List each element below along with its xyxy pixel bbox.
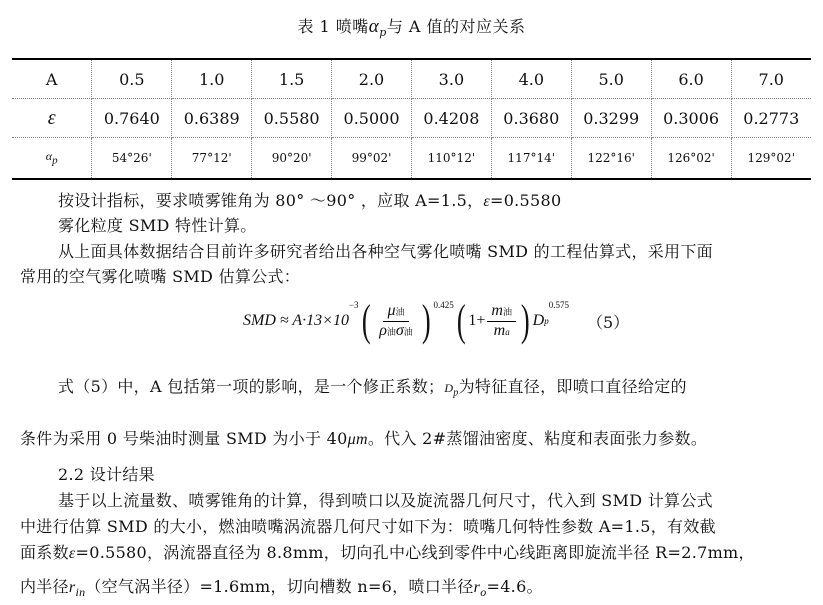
table-cell: 54°26' bbox=[92, 138, 172, 180]
m-symbol: m bbox=[493, 321, 506, 339]
paragraph-line: 常用的空气雾化喷嘴 SMD 估算公式： bbox=[20, 267, 301, 286]
table-cell: 77°12' bbox=[172, 138, 252, 180]
paragraph-line: 中进行估算 SMD 的大小，燃油喷嘴涡流器几何尺寸如下为：喷嘴几何特性参数 A=1.5，有效截 bbox=[20, 517, 716, 536]
table-cell: 6.0 bbox=[651, 59, 731, 99]
table-cell: 129°02' bbox=[731, 138, 811, 180]
unit-symbol: μm bbox=[347, 431, 368, 448]
fraction-denominator bbox=[490, 322, 514, 341]
left-paren: ( bbox=[456, 296, 466, 345]
epsilon-symbol: ε bbox=[68, 545, 76, 562]
formula-lhs: SMD ≈ A·13×10 bbox=[243, 312, 349, 329]
caption-sub: p bbox=[379, 26, 387, 40]
alpha-symbol: α bbox=[45, 149, 53, 164]
paragraph-line: 基于以上流量数、喷雾锥角的计算，得到喷口以及旋流器几何尺寸，代入到 SMD 计算公式 bbox=[58, 491, 713, 510]
r-symbol: r bbox=[68, 579, 76, 596]
alpha-sub: p bbox=[52, 154, 58, 167]
paragraph-line bbox=[20, 426, 707, 449]
paragraph-line bbox=[20, 540, 755, 563]
smd-formula bbox=[243, 293, 629, 349]
table-cell: 110°12' bbox=[411, 138, 491, 180]
table-cell: 3.0 bbox=[411, 59, 491, 99]
text-span: 式（5）中，A 包括第一项的影响，是一个修正系数； bbox=[58, 377, 445, 396]
table-cell: 7.0 bbox=[731, 59, 811, 99]
subscript: 油 bbox=[395, 306, 405, 317]
formula-exp: −3 bbox=[348, 300, 359, 310]
table-cell: 1.0 bbox=[172, 59, 252, 99]
text-span: =0.5580，涡流器直径为 8.8mm，切向孔中心线到零件中心线距离即旋流半径 R=2.7mm， bbox=[75, 543, 755, 562]
table-cell: 1.5 bbox=[252, 59, 332, 99]
table-row-alpha bbox=[12, 138, 811, 180]
row-head bbox=[12, 138, 92, 180]
table-cell: 0.5 bbox=[92, 59, 172, 99]
fraction-1 bbox=[375, 302, 417, 341]
table-cell: 0.3680 bbox=[491, 99, 571, 138]
data-table bbox=[12, 58, 811, 180]
caption-suffix: 与 A 值的对应关系 bbox=[386, 17, 526, 36]
sigma-symbol: σ bbox=[395, 321, 404, 339]
mu-symbol: μ bbox=[387, 301, 396, 319]
left-paren: ( bbox=[361, 296, 371, 345]
one-plus: 1+ bbox=[468, 312, 486, 329]
table-cell: 126°02' bbox=[651, 138, 731, 180]
subscript: o bbox=[480, 585, 487, 600]
table-cell: 0.2773 bbox=[731, 99, 811, 138]
right-paren: ) bbox=[520, 296, 530, 345]
table-cell: 0.6389 bbox=[172, 99, 252, 138]
subscript: a bbox=[505, 326, 510, 337]
text-span: 面系数 bbox=[20, 543, 69, 562]
fraction-denominator bbox=[375, 322, 417, 341]
row-head: ε bbox=[12, 99, 92, 138]
formula-exp: 0.425 bbox=[433, 300, 454, 310]
text-span: 按设计指标，要求喷雾锥角为 80° ～90° ，应取 A=1.5， bbox=[58, 191, 484, 210]
table-cell: 0.5580 bbox=[252, 99, 332, 138]
table-cell: 90°20' bbox=[252, 138, 332, 180]
r-symbol: r bbox=[473, 579, 481, 596]
subscript: 油 bbox=[386, 326, 396, 337]
paragraph-line bbox=[20, 574, 543, 600]
text-span: 为特征直径，即喷口直径给定的 bbox=[458, 377, 687, 396]
text-span: 条件为采用 0 号柴油时测量 SMD 为小于 40 bbox=[20, 429, 348, 448]
text-span: 内半径 bbox=[20, 577, 69, 596]
table-cell: 0.7640 bbox=[92, 99, 172, 138]
text-span: =4.6。 bbox=[486, 577, 543, 596]
table-cell: 99°02' bbox=[332, 138, 412, 180]
formula-exp: 0.575 bbox=[548, 300, 569, 310]
table-row-a bbox=[12, 59, 811, 99]
table-cell: 2.0 bbox=[332, 59, 412, 99]
d-symbol: D bbox=[532, 312, 545, 329]
fraction-2 bbox=[487, 302, 516, 341]
dp-symbol bbox=[444, 381, 459, 399]
text-span: 。代入 2#蒸馏油密度、粘度和表面张力参数。 bbox=[367, 429, 708, 448]
table-cell: 0.4208 bbox=[411, 99, 491, 138]
rho-symbol: ρ bbox=[379, 321, 387, 339]
equation-number: （5） bbox=[586, 312, 630, 332]
d-letter: D bbox=[444, 381, 454, 395]
table-cell: 117°14' bbox=[491, 138, 571, 180]
paragraph-line bbox=[58, 188, 561, 211]
subscript: 油 bbox=[403, 326, 413, 337]
fraction-numerator bbox=[487, 302, 516, 322]
table-caption bbox=[0, 14, 823, 39]
right-paren: ) bbox=[421, 296, 431, 345]
table-cell: 122°16' bbox=[571, 138, 651, 180]
text-span: =0.5580 bbox=[489, 191, 562, 210]
epsilon-symbol: ε bbox=[483, 193, 490, 210]
subscript: 油 bbox=[502, 306, 512, 317]
table-cell: 5.0 bbox=[571, 59, 651, 99]
text-span: （空气涡半径）=1.6mm，切向槽数 n=6，喷口半径 bbox=[85, 577, 474, 596]
table-cell: 0.3299 bbox=[571, 99, 651, 138]
paragraph-line: 雾化粒度 SMD 特性计算。 bbox=[58, 216, 257, 235]
paragraph-line: 从上面具体数据结合目前许多研究者给出各种空气雾化喷嘴 SMD 的工程估算式，采用下面 bbox=[58, 242, 713, 261]
caption-prefix: 表 1 喷嘴 bbox=[297, 17, 369, 36]
row-head: A bbox=[12, 59, 92, 99]
paragraph-line bbox=[58, 374, 687, 398]
fraction-numerator bbox=[383, 302, 408, 322]
subscript: p bbox=[453, 387, 459, 399]
caption-symbol: α bbox=[368, 16, 380, 37]
table-cell: 4.0 bbox=[491, 59, 571, 99]
table-cell: 0.3006 bbox=[651, 99, 731, 138]
table-cell: 0.5000 bbox=[332, 99, 412, 138]
subscript: p bbox=[544, 316, 549, 326]
m-symbol: m bbox=[491, 301, 503, 319]
section-heading: 2.2 设计结果 bbox=[58, 465, 155, 484]
subscript: in bbox=[75, 585, 86, 600]
table-row-epsilon bbox=[12, 99, 811, 138]
